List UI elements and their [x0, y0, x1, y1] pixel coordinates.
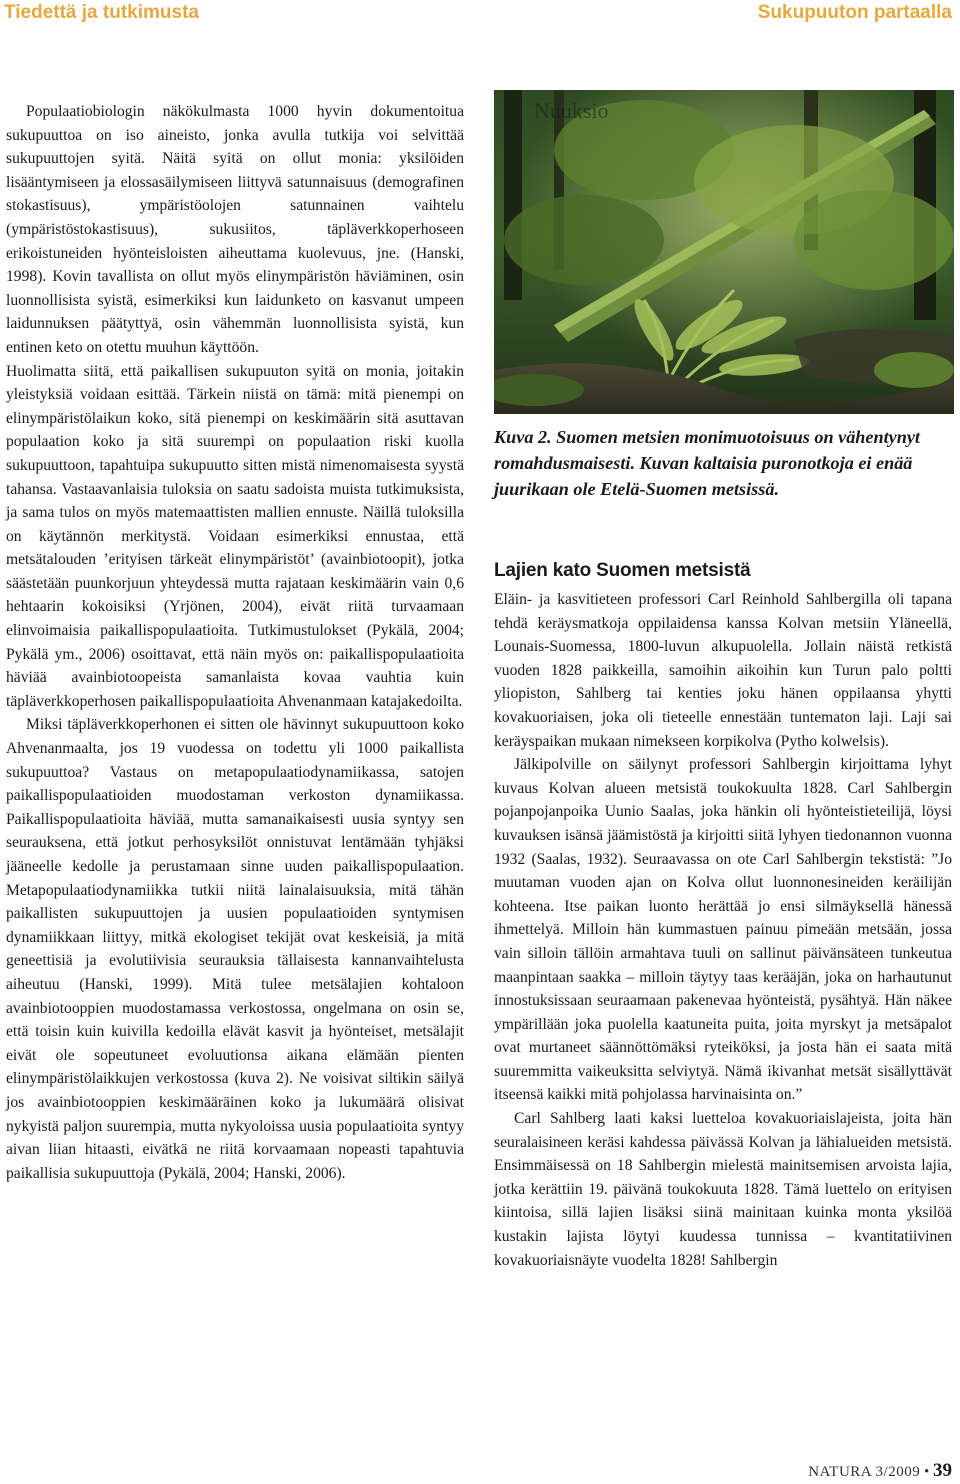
magazine-issue: NATURA 3/2009: [808, 1464, 921, 1480]
paragraph: Miksi täpläverkkoperhonen ei sitten ole hävinnyt sukupuuttoon koko Ahvenanmaalta, jos 19 vuodessa on todettu yli 1000 paikallista sukupuuttoa? Vastaus on metapopulaatiodynamiikassa, satojen paikallispopulaatioiden muodostaman verkoston dynamiikassa. Paikallispopulaatioita häviää, mutta samanaikaisesti uusia syntyy sen seurauksena, että jotkut perhosyksilöt onnistuvat lentämään tyhjäksi jääneelle kedolle ja perustamaan sinne uuden paikallispopulaation. Metapopulaatiodynamiikka tutkii niitä lainalaisuuksia, mitä tähän paikallisten sukupuuttojen ja uusien populaatioiden syntymisen dynamiikkaan liittyy, mitkä ekologiset tekijät ovat keskeisiä, ja mitä geneettisiä ja evolutiivisia seurauksia tällaisesta kannanvaihtelusta aiheutuu (Hanski, 1999). Mitä tulee metsälajien kohtaloon avainbiotooppien muodostamassa verkostossa, ongelmana on osin se, että toisin kuin kuivilla kedoilla elävät kasvit ja hyönteiset, metsälajit eivät ole sopeutuneet evoluutionsa aikana elämään pienten elinympäristölaikkujen verkostossa (kuva 2). Ne voisivat siltikin säilyä jos avainbiotooppien keskimääräinen koko ja lukumäärä olisivat nykyistä paljon suurempia, mutta nykyoloissa uusia populaatioita syntyy aivan liian hitaasti, eivätkä ne riitä korvaamaan nopeasti tapahtuvia paikallisia sukupuuttoja (Pykälä, 2004; Hanski, 2006).: [6, 716, 464, 1182]
page-footer: [808, 1460, 952, 1482]
photo-caption: Kuva 2. Suomen metsien monimuotoisuus on vähentynyt romahdusmaisesti. Kuvan kaltaisia puronotkoja ei enää juurikaan ole Etelä-Suomen metsissä.: [494, 427, 920, 499]
paragraph: Populaatiobiologin näkökulmasta 1000 hyvin dokumentoitua sukupuuttoa on iso aineisto, jonka avulla tutkija voi selvittää sukupuuttojen syitä. Näitä syitä on ollut monia: yksilöiden lisääntymiseen ja elossasäilymiseen liittyvä satunnaisuus (demografinen stokastisuus), ympäristöolojen satunnainen vaihtelu (ympäristöstokastisuus), sukusiitos, täpläverkkoperhoseen erikoistuneiden hyönteisloisten aiheuttama kuolevuus, jne. (Hanski, 1998). Kovin tavallista on ollut myös elinympäristön häviäminen, osin luonnollisista syistä, esimerkiksi kun laidunketo on kasvanut umpeen laidunnuksen päätyttyä, osin vähemmän luonnollisista syistä, kun entinen keto on otettu muuhun käyttöön.: [6, 103, 464, 356]
footer-separator: •: [923, 1464, 930, 1480]
photo-watermark: Nuuksio: [534, 98, 609, 123]
page-number: 39: [933, 1460, 952, 1481]
forest-photo-illustration: [494, 90, 954, 414]
paragraph: Huolimatta siitä, että paikallisen sukupuuton syitä on monia, joitakin yleistyksiä voidaan esittää. Tärkein niistä on tämä: mitä pienempi on elinympäristölaikun koko, sitä pienempi on keskimäärin sitä asuttavan populaation koko ja sitä suurempi on populaation riski kuolla sukupuuttoon, tapahtuipa sukupuutto sitten mistä nimenomaisesta syystä tahansa. Vastaavanlaisia tuloksia on saatu sadoista muista tutkimuksista, ja sama tulos on myös matemaattisten mallien ennuste. Näillä tuloksilla on käytännön merkitystä. Voidaan esimerkiksi ennustaa, että metsätalouden ’erityisen tärkeät elinympäristöt’ (avainbiotoopit), jotka säästetään puunkorjuun yhteydessä mutta rajataan keskimäärin vain 0,6 hehtaarin kokoisiksi (Yrjönen, 2004), eivät riitä turvaamaan elinvoimaisia paikallispopulaatioita. Tutkimustulokset (Pykälä, 2004; Pykälä ym., 2006) osoittavat, että näin myös on: paikallispopulaatioita häviää avainbiotoopeista samanlaista kovaa vauhtia kuin täpläverkkoperhosen paikallispopulaatioita Ahvenanmaan katajakedoilta.: [6, 362, 464, 710]
paragraph: Jälkipolville on säilynyt professori Sahlbergin kirjoittama lyhyt kuvaus Kolvan alueen metsistä toukokuulta 1828. Carl Sahlbergin pojanpojanpoika Uunio Saalas, joka hänkin oli hyönteistieteilijä, löysi kuvauksen isänsä jäämistöstä ja kirjoitti siitä lyhyen tiedonannon vuonna 1932 (Saalas, 1932). Seuraavassa on ote Carl Sahlbergin tekstistä: ”Jo muutaman vuoden ajan on Kolva ollut luonnonesineiden keräilijän kohteena. Itse paikan luonto herättää jo ensi silmäyksellä hänessä ihmettelyä. Milloin hän kummastuen painuu pimeään metsään, jossa vain silloin tällöin armahtava tuuli on sallinut päivänsäteen tunkeutua maanpintaan saakka – milloin täytyy taas kerääjän, joka on harhautunut innostuksissaan seuraamaan pakenevaa hyönteistä, pysähtyä. Hän näkee ympärillään joka puolella kaatuneita puita, joita myrskyt ja metsäpalot ovat murtaneet säännöttömäksi ryteiköksi, ja josta hän ei saata mitä suuremmitta vaikeuksitta selviytyä. Nämä ikivanhat metsät sisällyttävät itseensä kaikki mitä pohjolassa harvinaisinta on.”: [494, 756, 952, 1104]
section-heading: Lajien kato Suomen metsistä: [494, 560, 751, 581]
paragraph: Eläin- ja kasvitieteen professori Carl Reinhold Sahlbergilla oli tapana tehdä keräysmatkoja oppilaidensa kanssa Kolvan metsiin Yläneellä, Lounais-Suomessa, 1800-luvun alkupuolella. Jollain näistä retkistä vuoden 1828 paikkeilla, samoihin aikoihin kun Turun palo poltti yliopiston, Sahlberg tai kenties joku hänen oppilaansa yhytti kovakuoriaisen, joka oli tieteelle ennestään tuntematon laji. Laji sai keräyspaikan mukaan nimekseen korpikolva (Pytho kolwelsis).: [494, 591, 952, 750]
left-column: [6, 100, 464, 1185]
paragraph: Carl Sahlberg laati kaksi luetteloa kovakuoriaislajeista, joita hän seuralaisineen keräsi kahdessa päivässä Kolvan ja lähialueiden metsistä. Ensimmäisessä on 18 Sahlbergin mielestä mainitsemisen arvoista lajia, jotka kerättiin 19. päivänä toukokuuta 1828. Tämä luettelo on erityisen kiintoisa, sillä lajien lisäksi siinä mainitaan kuinka monta yksilöä kustakin lajista löytyi kuudessa tunnissa – kvantitatiivinen kovakuoriaisnäyte vuodelta 1828! Sahlbergin: [494, 1110, 952, 1269]
section-header: Tiedettä ja tutkimusta: [4, 2, 199, 23]
article-header: Sukupuuton partaalla: [757, 2, 952, 23]
right-column: [494, 558, 952, 1272]
forest-photo: [494, 90, 954, 414]
